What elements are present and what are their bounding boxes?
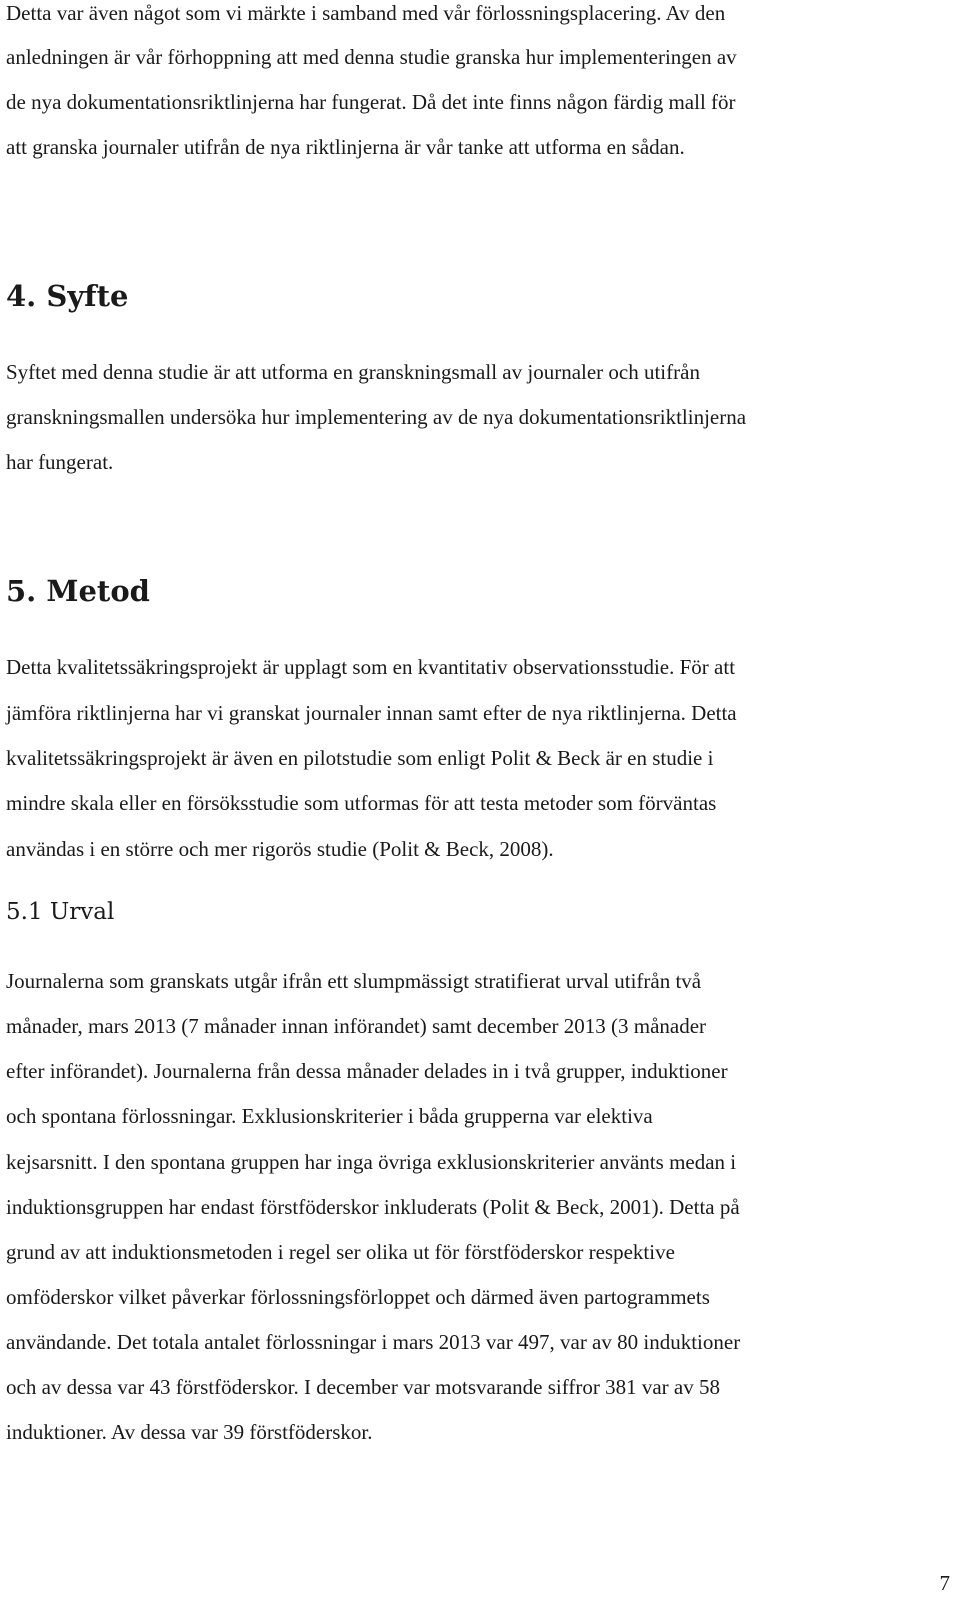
paragraph-line: granskningsmallen undersöka hur implementering av de nya dokumentationsriktlinjerna — [6, 405, 747, 429]
intro-line: anledningen är vår förhoppning att med denna studie granska hur implementeringen av — [6, 45, 737, 69]
paragraph-line: induktionsgruppen har endast förstföderskor inkluderats (Polit & Beck, 2001). Detta på — [6, 1195, 740, 1219]
paragraph-line: användas i en större och mer rigorös studie (Polit & Beck, 2008). — [6, 837, 554, 861]
paragraph-line: Syftet med denna studie är att utforma en granskningsmall av journaler och utifrån — [6, 360, 700, 384]
paragraph-line: mindre skala eller en försöksstudie som utformas för att testa metoder som förväntas — [6, 791, 717, 815]
paragraph-line: kejsarsnitt. I den spontana gruppen har inga övriga exklusionskriterier använts medan i — [6, 1150, 737, 1174]
intro-line: att granska journaler utifrån de nya riktlinjerna är vår tanke att utforma en sådan. — [6, 135, 685, 159]
page-number: 7 — [939, 1571, 950, 1595]
intro-line: de nya dokumentationsriktlinjerna har fungerat. Då det inte finns någon färdig mall för — [6, 90, 736, 114]
paragraph-line: efter införandet). Journalerna från dessa månader delades in i två grupper, induktioner — [6, 1059, 728, 1083]
paragraph-line: kvalitetssäkringsprojekt är även en pilotstudie som enligt Polit & Beck är en studie i — [6, 746, 714, 770]
section-4-heading: 4. Syfte — [6, 279, 129, 313]
paragraph-line: jämföra riktlinjerna har vi granskat journaler innan samt efter de nya riktlinjerna. Detta — [6, 701, 737, 725]
paragraph-line: Detta kvalitetssäkringsprojekt är upplagt som en kvantitativ observationsstudie. För att — [6, 655, 736, 679]
section-5-heading: 5. Metod — [6, 574, 150, 608]
section-5-1-heading: 5.1 Urval — [6, 899, 115, 925]
paragraph-line: omföderskor vilket påverkar förlossningsförloppet och därmed även partogrammets — [6, 1285, 710, 1309]
paragraph-line: induktioner. Av dessa var 39 förstföderskor. — [6, 1420, 373, 1444]
paragraph-line: har fungerat. — [6, 450, 114, 474]
paragraph-line: Journalerna som granskats utgår ifrån ett slumpmässigt stratifierat urval utifrån två — [6, 969, 702, 993]
intro-line: Detta var även något som vi märkte i samband med vår förlossningsplacering. Av den — [6, 1, 726, 25]
paragraph-line: månader, mars 2013 (7 månader innan införandet) samt december 2013 (3 månader — [6, 1014, 707, 1038]
paragraph-line: och av dessa var 43 förstföderskor. I december var motsvarande siffror 381 var av 58 — [6, 1375, 720, 1399]
paragraph-line: användande. Det totala antalet förlossningar i mars 2013 var 497, var av 80 induktioner — [6, 1330, 741, 1354]
paragraph-line: och spontana förlossningar. Exklusionskriterier i båda grupperna var elektiva — [6, 1104, 653, 1128]
paragraph-line: grund av att induktionsmetoden i regel ser olika ut för förstföderskor respektive — [6, 1240, 675, 1264]
